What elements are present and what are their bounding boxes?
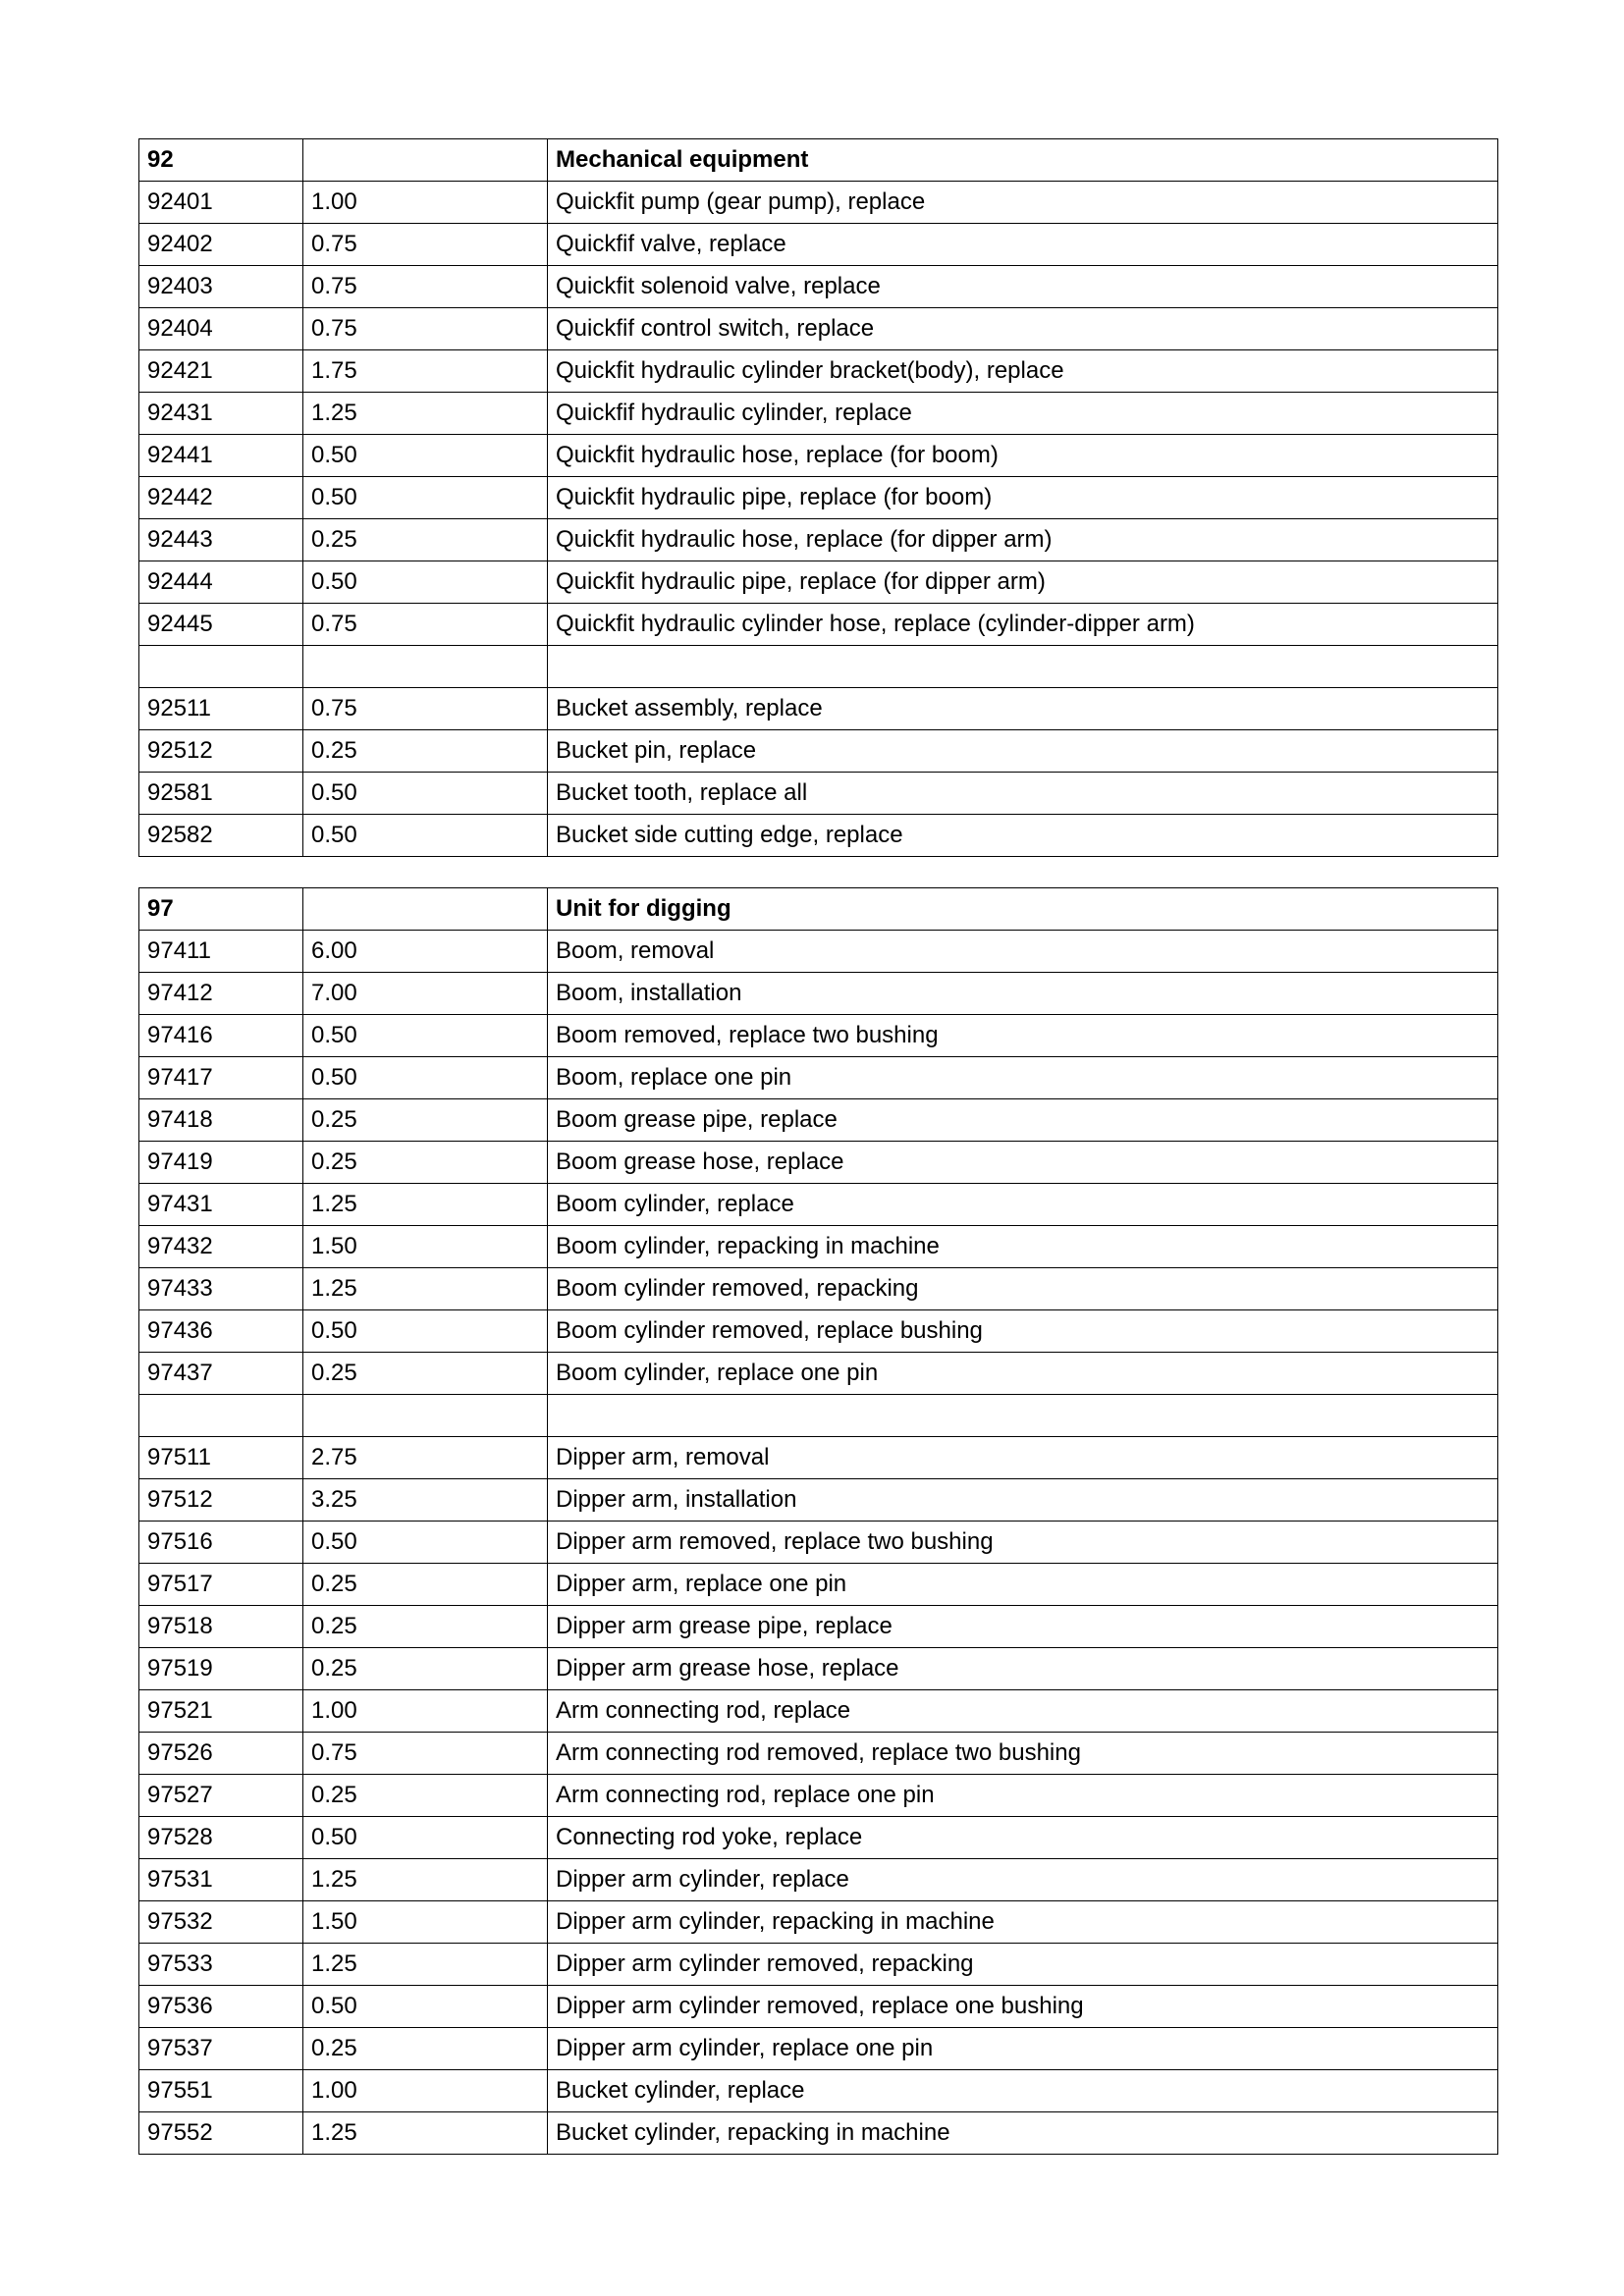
table-row [139, 561, 1498, 604]
table-row [139, 1310, 1498, 1353]
table-row [139, 688, 1498, 730]
time-value-cell: 0.25 [303, 1564, 548, 1606]
table-row [139, 1817, 1498, 1859]
description-cell: Quickfit hydraulic cylinder bracket(body), replace [548, 350, 1498, 393]
description-cell: Bucket side cutting edge, replace [548, 815, 1498, 857]
description-cell: Dipper arm grease pipe, replace [548, 1606, 1498, 1648]
section-code: 92 [139, 139, 303, 182]
table-row [139, 1901, 1498, 1944]
operation-code-cell: 97551 [139, 2070, 303, 2112]
time-value-cell: 0.50 [303, 1817, 548, 1859]
operation-code-cell: 97531 [139, 1859, 303, 1901]
table-row [139, 1944, 1498, 1986]
table-row [139, 1099, 1498, 1142]
description-cell: Dipper arm removed, replace two bushing [548, 1522, 1498, 1564]
table-row [139, 931, 1498, 973]
section-time-cell [303, 139, 548, 182]
description-cell [548, 1395, 1498, 1437]
description-cell: Bucket cylinder, repacking in machine [548, 2112, 1498, 2155]
time-value-cell: 0.50 [303, 561, 548, 604]
description-cell: Connecting rod yoke, replace [548, 1817, 1498, 1859]
operation-code-cell: 97511 [139, 1437, 303, 1479]
time-value-cell: 0.75 [303, 308, 548, 350]
description-cell: Boom cylinder removed, repacking [548, 1268, 1498, 1310]
description-cell [548, 646, 1498, 688]
table-row [139, 1479, 1498, 1522]
description-cell: Dipper arm cylinder, repacking in machine [548, 1901, 1498, 1944]
table-row [139, 519, 1498, 561]
description-cell: Dipper arm cylinder, replace one pin [548, 2028, 1498, 2070]
operation-code-cell: 92443 [139, 519, 303, 561]
time-value-cell: 1.50 [303, 1901, 548, 1944]
description-cell: Boom, removal [548, 931, 1498, 973]
table-row [139, 477, 1498, 519]
time-value-cell: 0.50 [303, 435, 548, 477]
description-cell: Arm connecting rod, replace one pin [548, 1775, 1498, 1817]
table-row [139, 1057, 1498, 1099]
operation-code-cell: 92402 [139, 224, 303, 266]
section-table-body [139, 139, 1498, 857]
operation-code-cell: 97517 [139, 1564, 303, 1606]
time-value-cell: 0.75 [303, 604, 548, 646]
operation-code-cell: 97532 [139, 1901, 303, 1944]
operation-code-cell: 97528 [139, 1817, 303, 1859]
operation-code-cell: 97418 [139, 1099, 303, 1142]
operation-code-cell: 97516 [139, 1522, 303, 1564]
section-table-97 [138, 887, 1498, 2155]
time-value-cell: 0.50 [303, 1522, 548, 1564]
operation-code-cell: 97527 [139, 1775, 303, 1817]
table-row [139, 182, 1498, 224]
description-cell: Dipper arm grease hose, replace [548, 1648, 1498, 1690]
table-row [139, 1522, 1498, 1564]
spacer-row [139, 1395, 1498, 1437]
table-row [139, 1353, 1498, 1395]
time-value-cell: 1.75 [303, 350, 548, 393]
description-cell: Boom cylinder removed, replace bushing [548, 1310, 1498, 1353]
operation-code-cell: 92441 [139, 435, 303, 477]
operation-code-cell: 97416 [139, 1015, 303, 1057]
operation-code-cell: 97536 [139, 1986, 303, 2028]
time-value-cell: 0.50 [303, 773, 548, 815]
description-cell: Quickfit hydraulic cylinder hose, replace (cylinder-dipper arm) [548, 604, 1498, 646]
description-cell: Boom grease hose, replace [548, 1142, 1498, 1184]
description-cell: Bucket cylinder, replace [548, 2070, 1498, 2112]
time-value-cell [303, 1395, 548, 1437]
table-row [139, 1268, 1498, 1310]
time-value-cell: 0.25 [303, 1142, 548, 1184]
time-value-cell: 2.75 [303, 1437, 548, 1479]
operation-code-cell: 92442 [139, 477, 303, 519]
description-cell: Quickfit hydraulic pipe, replace (for boom) [548, 477, 1498, 519]
operation-code-cell: 97526 [139, 1733, 303, 1775]
operation-code-cell: 92403 [139, 266, 303, 308]
operation-code-cell: 92444 [139, 561, 303, 604]
description-cell: Quickfif hydraulic cylinder, replace [548, 393, 1498, 435]
section-code: 97 [139, 888, 303, 931]
description-cell: Arm connecting rod, replace [548, 1690, 1498, 1733]
operation-code-cell: 92401 [139, 182, 303, 224]
description-cell: Dipper arm, replace one pin [548, 1564, 1498, 1606]
table-row [139, 1606, 1498, 1648]
time-value-cell: 1.25 [303, 1859, 548, 1901]
table-row [139, 973, 1498, 1015]
table-row [139, 1564, 1498, 1606]
operation-code-cell: 92511 [139, 688, 303, 730]
description-cell: Bucket assembly, replace [548, 688, 1498, 730]
time-value-cell: 1.25 [303, 393, 548, 435]
operation-code-cell: 92431 [139, 393, 303, 435]
operation-code-cell: 92581 [139, 773, 303, 815]
description-cell: Dipper arm, removal [548, 1437, 1498, 1479]
description-cell: Bucket pin, replace [548, 730, 1498, 773]
time-value-cell: 0.50 [303, 477, 548, 519]
time-value-cell: 0.25 [303, 1353, 548, 1395]
operation-code-cell: 97537 [139, 2028, 303, 2070]
description-cell: Arm connecting rod removed, replace two bushing [548, 1733, 1498, 1775]
time-value-cell: 0.50 [303, 1310, 548, 1353]
table-row [139, 2112, 1498, 2155]
description-cell: Quickfit solenoid valve, replace [548, 266, 1498, 308]
time-value-cell: 1.25 [303, 1944, 548, 1986]
table-row [139, 1226, 1498, 1268]
time-value-cell: 0.50 [303, 1015, 548, 1057]
time-value-cell: 1.50 [303, 1226, 548, 1268]
operation-code-cell [139, 1395, 303, 1437]
time-value-cell: 1.25 [303, 2112, 548, 2155]
section-title: Unit for digging [548, 888, 1498, 931]
description-cell: Bucket tooth, replace all [548, 773, 1498, 815]
description-cell: Quickfit hydraulic pipe, replace (for dipper arm) [548, 561, 1498, 604]
table-row [139, 1184, 1498, 1226]
operation-code-cell: 97512 [139, 1479, 303, 1522]
table-row [139, 1733, 1498, 1775]
time-value-cell: 1.00 [303, 2070, 548, 2112]
description-cell: Dipper arm cylinder, replace [548, 1859, 1498, 1901]
table-row [139, 1690, 1498, 1733]
table-row [139, 2070, 1498, 2112]
operation-code-cell: 97521 [139, 1690, 303, 1733]
operation-code-cell: 97433 [139, 1268, 303, 1310]
operation-code-cell: 97552 [139, 2112, 303, 2155]
table-row [139, 1437, 1498, 1479]
time-value-cell: 0.50 [303, 1057, 548, 1099]
description-cell: Quickfit hydraulic hose, replace (for dipper arm) [548, 519, 1498, 561]
table-row [139, 1775, 1498, 1817]
time-value-cell: 1.25 [303, 1184, 548, 1226]
table-row [139, 604, 1498, 646]
table-row [139, 308, 1498, 350]
operation-code-cell: 97431 [139, 1184, 303, 1226]
time-value-cell: 0.25 [303, 730, 548, 773]
section-table-92 [138, 138, 1498, 857]
time-value-cell: 0.75 [303, 688, 548, 730]
operation-code-cell: 97432 [139, 1226, 303, 1268]
description-cell: Boom grease pipe, replace [548, 1099, 1498, 1142]
time-value-cell: 3.25 [303, 1479, 548, 1522]
operation-code-cell: 97412 [139, 973, 303, 1015]
table-row [139, 224, 1498, 266]
table-row [139, 730, 1498, 773]
operation-code-cell: 92404 [139, 308, 303, 350]
operation-code-cell: 97436 [139, 1310, 303, 1353]
operation-code-cell: 97437 [139, 1353, 303, 1395]
section-header-row [139, 139, 1498, 182]
operation-code-cell: 92421 [139, 350, 303, 393]
operation-code-cell: 92582 [139, 815, 303, 857]
operation-code-cell: 97419 [139, 1142, 303, 1184]
time-value-cell: 0.25 [303, 1648, 548, 1690]
operation-code-cell: 97518 [139, 1606, 303, 1648]
operation-code-cell: 97533 [139, 1944, 303, 1986]
operation-code-cell: 92512 [139, 730, 303, 773]
description-cell: Quickfif valve, replace [548, 224, 1498, 266]
operation-code-cell: 97417 [139, 1057, 303, 1099]
description-cell: Boom removed, replace two bushing [548, 1015, 1498, 1057]
time-value-cell: 1.25 [303, 1268, 548, 1310]
section-table-body [139, 888, 1498, 2155]
time-value-cell: 0.25 [303, 519, 548, 561]
time-value-cell: 0.25 [303, 1099, 548, 1142]
description-cell: Boom cylinder, replace [548, 1184, 1498, 1226]
time-value-cell: 7.00 [303, 973, 548, 1015]
operation-code-cell: 92445 [139, 604, 303, 646]
table-row [139, 815, 1498, 857]
description-cell: Boom cylinder, repacking in machine [548, 1226, 1498, 1268]
time-value-cell: 1.00 [303, 1690, 548, 1733]
time-value-cell: 0.50 [303, 1986, 548, 2028]
section-title: Mechanical equipment [548, 139, 1498, 182]
time-value-cell: 0.75 [303, 266, 548, 308]
description-cell: Boom, installation [548, 973, 1498, 1015]
table-row [139, 773, 1498, 815]
table-row [139, 1142, 1498, 1184]
section-time-cell [303, 888, 548, 931]
table-row [139, 1986, 1498, 2028]
table-row [139, 435, 1498, 477]
time-value-cell: 6.00 [303, 931, 548, 973]
description-cell: Dipper arm cylinder removed, repacking [548, 1944, 1498, 1986]
table-row [139, 350, 1498, 393]
description-cell: Quickfit pump (gear pump), replace [548, 182, 1498, 224]
table-row [139, 393, 1498, 435]
time-value-cell: 0.75 [303, 224, 548, 266]
time-value-cell: 1.00 [303, 182, 548, 224]
description-cell: Dipper arm cylinder removed, replace one bushing [548, 1986, 1498, 2028]
section-header-row [139, 888, 1498, 931]
time-value-cell: 0.25 [303, 2028, 548, 2070]
table-row [139, 2028, 1498, 2070]
spacer-row [139, 646, 1498, 688]
description-cell: Dipper arm, installation [548, 1479, 1498, 1522]
table-row [139, 1648, 1498, 1690]
time-value-cell [303, 646, 548, 688]
description-cell: Quickfif control switch, replace [548, 308, 1498, 350]
table-row [139, 266, 1498, 308]
time-value-cell: 0.50 [303, 815, 548, 857]
table-row [139, 1015, 1498, 1057]
description-cell: Boom cylinder, replace one pin [548, 1353, 1498, 1395]
time-value-cell: 0.25 [303, 1775, 548, 1817]
description-cell: Quickfit hydraulic hose, replace (for boom) [548, 435, 1498, 477]
description-cell: Boom, replace one pin [548, 1057, 1498, 1099]
table-row [139, 1859, 1498, 1901]
operation-code-cell: 97519 [139, 1648, 303, 1690]
time-value-cell: 0.25 [303, 1606, 548, 1648]
operation-code-cell: 97411 [139, 931, 303, 973]
time-value-cell: 0.75 [303, 1733, 548, 1775]
operation-code-cell [139, 646, 303, 688]
